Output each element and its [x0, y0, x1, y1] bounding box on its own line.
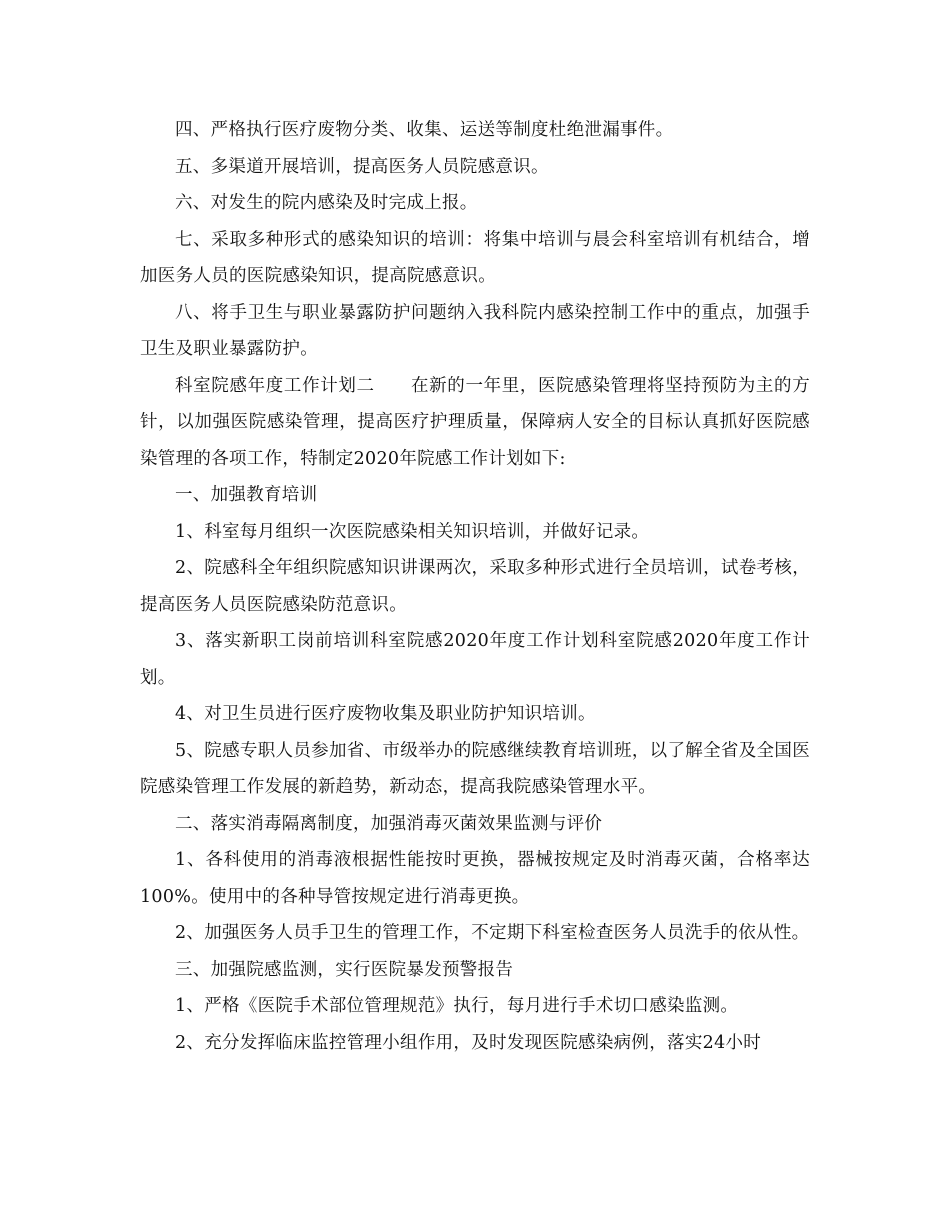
paragraph: 七、采取多种形式的感染知识的培训：将集中培训与晨会科室培训有机结合，增加医务人员的医院感染知识，提高院感意识。: [140, 229, 810, 286]
section-heading: 一、加强教育培训: [175, 485, 318, 505]
paragraph: 1、严格《医院手术部位管理规范》执行，每月进行手术切口感染监测。: [175, 996, 739, 1016]
paragraph: 2、充分发挥临床监控管理小组作用，及时发现医院感染病例，落实24小时: [175, 1032, 762, 1053]
paragraph: 2、加强医务人员手卫生的管理工作，不定期下科室检查医务人员洗手的依从性。: [175, 923, 810, 943]
paragraph: 1、科室每月组织一次医院感染相关知识培训，并做好记录。: [175, 521, 650, 542]
paragraph: 5、院感专职人员参加省、市级举办的院感继续教育培训班，以了解全省及全国医院感染管理工作发展的新趋势，新动态，提高我院感染管理水平。: [140, 740, 810, 797]
document-body: [140, 112, 810, 1061]
paragraph: 1、各科使用的消毒液根据性能按时更换，器械按规定及时消毒灭菌，合格率达100%。使用中的各种导管按规定进行消毒更换。: [140, 850, 810, 907]
paragraph: 科室院感年度工作计划二 在新的一年里，医院感染管理将坚持预防为主的方针，以加强医院感染管理，提高医疗护理质量，保障病人安全的目标认真抓好医院感染管理的各项工作，特制定2020年院感工作计划如下:: [140, 375, 810, 469]
section-heading: 二、落实消毒隔离制度，加强消毒灭菌效果监测与评价: [175, 813, 603, 834]
paragraph: 八、将手卫生与职业暴露防护问题纳入我科院内感染控制工作中的重点，加强手卫生及职业暴露防护。: [140, 302, 810, 359]
paragraph: 五、多渠道开展培训，提高医务人员院感意识。: [175, 156, 549, 177]
paragraph: 4、对卫生员进行医疗废物收集及职业防护知识培训。: [175, 704, 596, 724]
paragraph: 3、落实新职工岗前培训科室院感2020年度工作计划科室院感2020年度工作计划。: [140, 631, 810, 688]
paragraph: 六、对发生的院内感染及时完成上报。: [175, 193, 478, 213]
paragraph: 2、院感科全年组织院感知识讲课两次，采取多种形式进行全员培训，试卷考核，提高医务人员医院感染防范意识。: [140, 558, 810, 615]
section-heading: 三、加强院感监测，实行医院暴发预警报告: [175, 959, 514, 980]
paragraph: 四、严格执行医疗废物分类、收集、运送等制度杜绝泄漏事件。: [175, 120, 674, 140]
